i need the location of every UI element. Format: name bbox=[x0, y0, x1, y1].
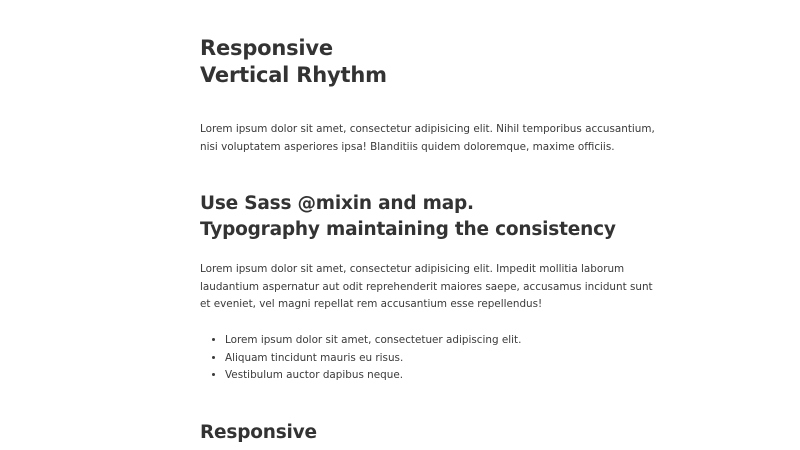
intro-line-1: Lorem ipsum dolor sit amet, consectetur adipisicing elit. Nihil temporibus accusantium, bbox=[200, 123, 655, 135]
list-item: • Aliquam tincidunt mauris eu risus. bbox=[225, 350, 521, 368]
intro-line-2: nisi voluptatem asperiores ipsa! Blanditiis quidem doloremque, maxime officiis. bbox=[200, 140, 615, 153]
section-heading-sass bbox=[200, 191, 616, 243]
section-paragraph bbox=[200, 261, 653, 314]
section-heading-line-1: Use Sass @mixin and map. bbox=[200, 193, 474, 214]
list-item: • Lorem ipsum dolor sit amet, consectetuer adipiscing elit. bbox=[225, 332, 521, 350]
page-title-line-1: Responsive bbox=[200, 36, 333, 60]
page-title-line-2: Vertical Rhythm bbox=[200, 63, 387, 87]
section-paragraph-line-3: et eveniet, vel magni repellat rem accusantium esse repellendus! bbox=[200, 298, 543, 311]
section-paragraph-line-1: Lorem ipsum dolor sit amet, consectetur adipisicing elit. Impedit mollitia laborum bbox=[200, 263, 625, 275]
bullet-list bbox=[200, 332, 521, 385]
section-heading-responsive-text: Responsive bbox=[200, 422, 317, 443]
section-heading-line-2: Typography maintaining the consistency bbox=[200, 219, 616, 240]
intro-paragraph bbox=[200, 121, 655, 156]
page-title bbox=[200, 35, 387, 89]
section-paragraph-line-2: laudantium aspernatur aut odit reprehenderit maiores saepe, accusamus incidunt sunt bbox=[200, 280, 653, 293]
section-heading-responsive bbox=[200, 420, 317, 446]
list-item: • Vestibulum auctor dapibus neque. bbox=[225, 367, 521, 385]
